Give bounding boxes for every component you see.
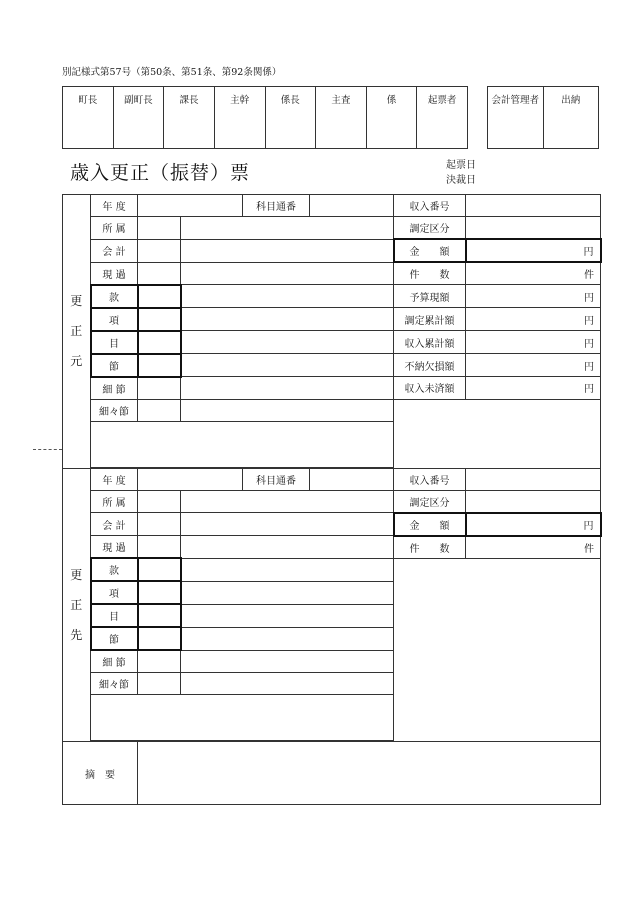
kou-code[interactable] <box>138 581 181 604</box>
chotei-ruikei-label: 調定累計額 <box>394 308 466 331</box>
shunyu-no-value[interactable] <box>466 468 601 490</box>
moku-label: 目 <box>91 604 138 627</box>
genka-label: 現 過 <box>91 262 138 285</box>
shunyu-ruikei-label: 収入累計額 <box>394 331 466 354</box>
moto-blank-area <box>394 399 601 468</box>
moku-label: 目 <box>91 331 138 354</box>
kan-label: 款 <box>91 558 138 581</box>
kingaku-value[interactable]: 円 <box>466 239 601 262</box>
saisai-value[interactable] <box>181 673 394 695</box>
setsu-label: 節 <box>91 354 138 377</box>
kou-label: 項 <box>91 308 138 331</box>
approval-cell[interactable]: 主幹 <box>214 87 265 149</box>
kaikei-code[interactable] <box>138 513 181 536</box>
shozoku-code[interactable] <box>138 490 181 513</box>
genka-value[interactable] <box>181 536 394 559</box>
mizumi-label: 収入未済額 <box>394 377 466 400</box>
kaikei-value[interactable] <box>181 513 394 536</box>
shozoku-label: 所 属 <box>91 490 138 513</box>
kou-value[interactable] <box>181 581 394 604</box>
kou-label: 項 <box>91 581 138 604</box>
shunyu-no-value[interactable] <box>466 195 601 217</box>
funo-value[interactable]: 円 <box>466 354 601 377</box>
shunyu-no-label: 収入番号 <box>394 195 466 217</box>
saimoku-code[interactable] <box>138 377 181 400</box>
saimoku-label: 細 節 <box>91 650 138 673</box>
saisai-label: 細々節 <box>91 673 138 695</box>
form-reference: 別記様式第57号（第50条、第51条、第92条関係） <box>62 67 282 78</box>
shunyu-ruikei-value[interactable]: 円 <box>466 331 601 354</box>
main-form-table <box>62 194 602 805</box>
nendo-value[interactable] <box>138 468 243 490</box>
approval-cell[interactable]: 町長 <box>63 87 114 149</box>
genka-label: 現 過 <box>91 536 138 559</box>
kaikei-code[interactable] <box>138 239 181 262</box>
saisai-code[interactable] <box>138 673 181 695</box>
saisai-label: 細々節 <box>91 399 138 421</box>
mizumi-value[interactable]: 円 <box>466 377 601 400</box>
saisai-code[interactable] <box>138 399 181 421</box>
setsu-label: 節 <box>91 627 138 650</box>
accounting-stamp-table <box>487 86 599 149</box>
moku-code[interactable] <box>138 604 181 627</box>
kan-code[interactable] <box>138 558 181 581</box>
saimoku-value[interactable] <box>181 650 394 673</box>
section-moto-label: 更 正 元 <box>63 195 91 469</box>
approval-cell[interactable]: 係長 <box>265 87 316 149</box>
fold-line <box>33 449 62 450</box>
moku-code[interactable] <box>138 331 181 354</box>
approval-cell[interactable]: 出納 <box>543 87 599 149</box>
moto-notes-area[interactable] <box>91 421 394 467</box>
kihyo-date-label: 起票日 <box>446 160 476 171</box>
kamoku-value[interactable] <box>310 468 394 490</box>
shozoku-value[interactable] <box>181 490 394 513</box>
kensu-label: 件 数 <box>394 262 466 285</box>
yosan-value[interactable]: 円 <box>466 285 601 308</box>
chotei-label: 調定区分 <box>394 217 466 240</box>
chotei-ruikei-value[interactable]: 円 <box>466 308 601 331</box>
setsu-value[interactable] <box>181 627 394 650</box>
shozoku-value[interactable] <box>181 217 394 240</box>
approval-stamp-table <box>62 86 468 149</box>
kan-code[interactable] <box>138 285 181 308</box>
saimoku-label: 細 節 <box>91 377 138 400</box>
kingaku-label: 金 額 <box>394 239 466 262</box>
nendo-label: 年 度 <box>91 195 138 217</box>
kou-value[interactable] <box>181 308 394 331</box>
approval-cell[interactable]: 主査 <box>316 87 367 149</box>
kingaku-label: 金 額 <box>394 513 466 536</box>
approval-cell[interactable]: 課長 <box>164 87 215 149</box>
moku-value[interactable] <box>181 331 394 354</box>
chotei-value[interactable] <box>466 217 601 240</box>
genka-code[interactable] <box>138 536 181 559</box>
saki-notes-area[interactable] <box>91 695 394 741</box>
shozoku-label: 所 属 <box>91 217 138 240</box>
shunyu-no-label: 収入番号 <box>394 468 466 490</box>
kingaku-value[interactable]: 円 <box>466 513 601 536</box>
tekiyo-label: 摘 要 <box>63 742 138 805</box>
kensu-value[interactable]: 件 <box>466 262 601 285</box>
kaikei-value[interactable] <box>181 239 394 262</box>
kensu-label: 件 数 <box>394 536 466 559</box>
kamoku-value[interactable] <box>310 195 394 217</box>
chotei-label: 調定区分 <box>394 490 466 513</box>
yosan-label: 予算現額 <box>394 285 466 308</box>
kensu-value[interactable]: 件 <box>466 536 601 559</box>
setsu-value[interactable] <box>181 354 394 377</box>
setsu-code[interactable] <box>138 354 181 377</box>
funo-label: 不納欠損額 <box>394 354 466 377</box>
section-saki-label: 更 正 先 <box>63 468 91 742</box>
kan-value[interactable] <box>181 285 394 308</box>
kamoku-label: 科目通番 <box>243 195 310 217</box>
kou-code[interactable] <box>138 308 181 331</box>
date-labels <box>446 158 476 188</box>
approval-cell[interactable]: 副町長 <box>113 87 164 149</box>
approval-cell[interactable]: 係 <box>366 87 417 149</box>
saimoku-value[interactable] <box>181 377 394 400</box>
chotei-value[interactable] <box>466 490 601 513</box>
moku-value[interactable] <box>181 604 394 627</box>
kaikei-label: 会 計 <box>91 239 138 262</box>
kan-value[interactable] <box>181 558 394 581</box>
approval-cell[interactable]: 会計管理者 <box>488 87 544 149</box>
kaikei-label: 会 計 <box>91 513 138 536</box>
genka-code[interactable] <box>138 262 181 285</box>
tekiyo-value[interactable] <box>138 742 601 805</box>
kan-label: 款 <box>91 285 138 308</box>
setsu-code[interactable] <box>138 627 181 650</box>
saki-blank-area <box>394 558 601 742</box>
page-title: 歳入更正（振替）票 <box>70 162 251 184</box>
genka-value[interactable] <box>181 262 394 285</box>
kamoku-label: 科目通番 <box>243 468 310 490</box>
shozoku-code[interactable] <box>138 217 181 240</box>
approval-cell[interactable]: 起票者 <box>417 87 468 149</box>
nendo-value[interactable] <box>138 195 243 217</box>
saisai-value[interactable] <box>181 399 394 421</box>
nendo-label: 年 度 <box>91 468 138 490</box>
saimoku-code[interactable] <box>138 650 181 673</box>
kessai-date-label: 決裁日 <box>446 175 476 186</box>
